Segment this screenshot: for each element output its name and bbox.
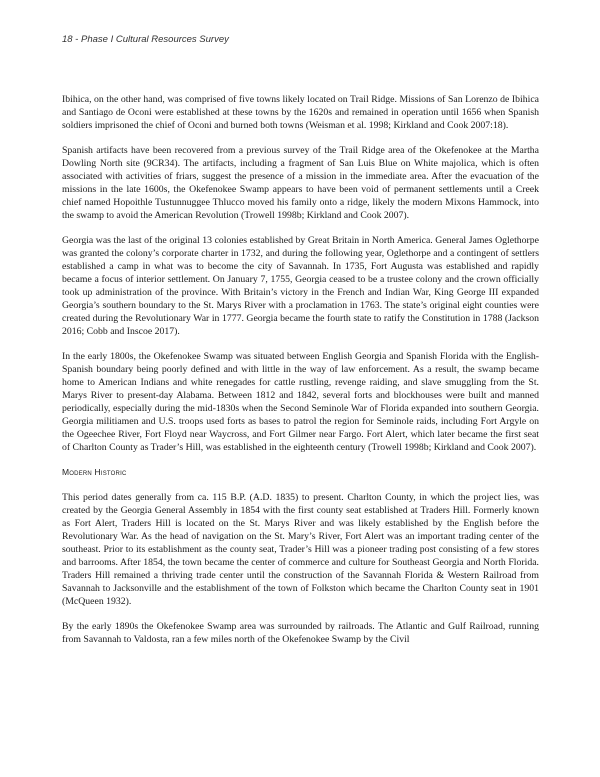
paragraph-spanish-artifacts: Spanish artifacts have been recovered from a previous survey of the Trail Ridge area of the Okefenokee at the Martha Dowling North site (9CR34). The artifacts, including a fragment of San Luis Blue on White majolica, which is often associated with activities of friars, suggest the presence of a mission in the immediate area. After the evacuation of the missions in the late 1600s, the Okefenokee Swamp appears to have been void of permanent settlements until a Creek chief named Hopoithle Tustunnuggee Thlucco moved his family onto a ridge, likely the modern Mixons Hammock, into the swamp to avoid the American Revolution (Trowell 1998b; Kirkland and Cook 2007).: [62, 145, 539, 221]
running-header: [62, 34, 229, 45]
document-title: Phase I Cultural Resources Survey: [81, 34, 229, 45]
page-body: [62, 93, 539, 658]
paragraph-georgia-colony: Georgia was the last of the original 13 colonies established by Great Britain in North America. General James Oglethorpe was granted the colony’s corporate charter in 1732, and during the following year, Oglethorpe and a contingent of settlers established a camp in what was to become the city of Savannah. In 1735, Fort Augusta was established and rapidly became a focus of interior settlement. On January 7, 1755, Georgia ceased to be a trustee colony and the crown officially took up administration of the province. With Britain’s victory in the French and Indian War, King George III expanded Georgia’s southern boundary to the St. Marys River with a proclamation in 1763. The state’s original eight counties were created during the Revolutionary War in 1777. Georgia became the fourth state to ratify the Constitution in 1788 (Jackson 2016; Cobb and Inscoe 2017).: [62, 235, 539, 337]
paragraph-railroads: By the early 1890s the Okefenokee Swamp area was surrounded by railroads. The Atlantic and Gulf Railroad, running from Savannah to Valdosta, ran a few miles north of the Okefenokee Swamp by the Civil: [62, 621, 539, 645]
paragraph-ibihica: Ibihica, on the other hand, was comprised of five towns likely located on Trail Ridge. Missions of San Lorenzo de Ibihica and Santiago de Oconi were established at these towns by the 1620s and remained in operation until 1656 when Spanish soldiers imprisoned the chief of Oconi and burned both towns (Weisman et al. 1998; Kirkland and Cook 2007:18).: [62, 94, 539, 131]
section-heading-modern-historic: Modern Historic: [62, 467, 127, 477]
paragraph-modern-period: This period dates generally from ca. 115 B.P. (A.D. 1835) to present. Charlton County, in which the project lies, was created by the Georgia General Assembly in 1854 with the first county seat established at Traders Hill. Formerly known as Fort Alert, Traders Hill is located on the St. Marys River and was likely established by the English before the Revolutionary War. As the head of navigation on the St. Mary’s River, Fort Alert was an important trading center of the southeast. Prior to its establishment as the county seat, Trader’s Hill was a pioneer trading post consisting of a few stores and barrooms. After 1854, the town became the center of commerce and culture for Southeast Georgia and North Florida. Traders Hill remained a thriving trade center until the construction of the Savannah Florida & Western Railroad from Savannah to Jacksonville and the establishment of the town of Folkston which became the Charlton County seat in 1901 (McQueen 1932).: [62, 492, 539, 607]
paragraph-early-1800s: In the early 1800s, the Okefenokee Swamp was situated between English Georgia and Spanish Florida with the English-Spanish boundary being poorly defined and with little in the way of law enforcement. As a result, the swamp became home to American Indians and white renegades for cattle rustling, revenge raiding, and slave smuggling from the St. Marys River to present-day Alabama. Between 1812 and 1842, several forts and blockhouses were built and manned periodically, especially during the mid-1830s when the Second Seminole War of Florida expanded into southern Georgia. Georgia militiamen and U.S. troops used forts as bases to patrol the region for Seminole raids, including Fort Argyle on the Ogeechee River, Fort Floyd near Waycross, and Fort Gilmer near Fargo. Fort Alert, which later became the first seat of Charlton County as Trader’s Hill, was established in the eighteenth century (Trowell 1998b; Kirkland and Cook 2007).: [62, 351, 539, 453]
header-separator: -: [72, 34, 82, 45]
page-number: 18: [62, 34, 73, 45]
